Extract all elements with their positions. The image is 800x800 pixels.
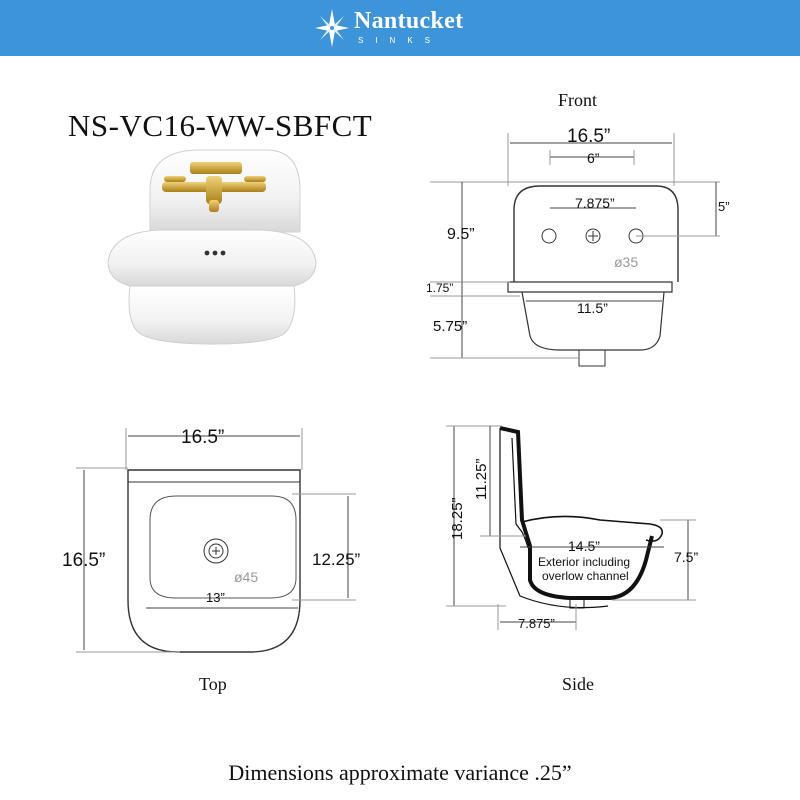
top-inner-width-label: 13” bbox=[206, 590, 225, 605]
side-view-labels bbox=[449, 459, 698, 631]
brand-name: Nantucket bbox=[354, 8, 464, 34]
variance-footnote: Dimensions approximate variance .25” bbox=[228, 760, 572, 785]
sink-product-photo bbox=[108, 150, 316, 344]
hole-spacing-label: 7.875” bbox=[575, 195, 615, 211]
top-view-drawing bbox=[76, 428, 356, 652]
top-width-label: 16.5” bbox=[181, 427, 225, 448]
basin-depth-label: 5.75” bbox=[433, 318, 468, 335]
front-inner-width-label: 11.5” bbox=[577, 300, 608, 316]
hole-diameter-label: ø35 bbox=[614, 254, 639, 270]
inner-depth-label: 12.25” bbox=[312, 550, 361, 569]
soap-dish bbox=[190, 162, 242, 174]
drain-offset-label: 7.875” bbox=[518, 616, 555, 631]
exterior-note-line-1: Exterior including bbox=[538, 555, 631, 569]
rim-height-label: 1.75” bbox=[426, 281, 454, 295]
model-number: NS-VC16-WW-SBFCT bbox=[68, 108, 373, 143]
projection-label: 14.5” bbox=[568, 538, 600, 554]
side-view-drawing bbox=[446, 426, 699, 630]
top-depth-label: 16.5” bbox=[62, 550, 106, 571]
side-backsplash-height-label: 11.25” bbox=[473, 458, 490, 500]
top-view-labels bbox=[62, 427, 361, 605]
side-view-caption: Side bbox=[562, 674, 595, 694]
front-view-drawing bbox=[430, 133, 720, 366]
bowl-height-label: 7.5” bbox=[674, 549, 699, 565]
brand-tagline: SINKS bbox=[358, 36, 443, 45]
backsplash-height-label: 9.5” bbox=[447, 226, 475, 243]
front-view-caption: Front bbox=[558, 90, 598, 110]
hole-drop-label: 5” bbox=[718, 199, 730, 214]
top-view-caption: Top bbox=[199, 674, 227, 694]
total-height-label: 18.25” bbox=[449, 497, 466, 540]
front-width-label: 16.5” bbox=[567, 126, 611, 147]
exterior-note-line-2: overlow channel bbox=[542, 569, 629, 583]
faucet-spread-label: 6” bbox=[587, 150, 600, 166]
drain-diameter-label: ø45 bbox=[234, 569, 259, 585]
